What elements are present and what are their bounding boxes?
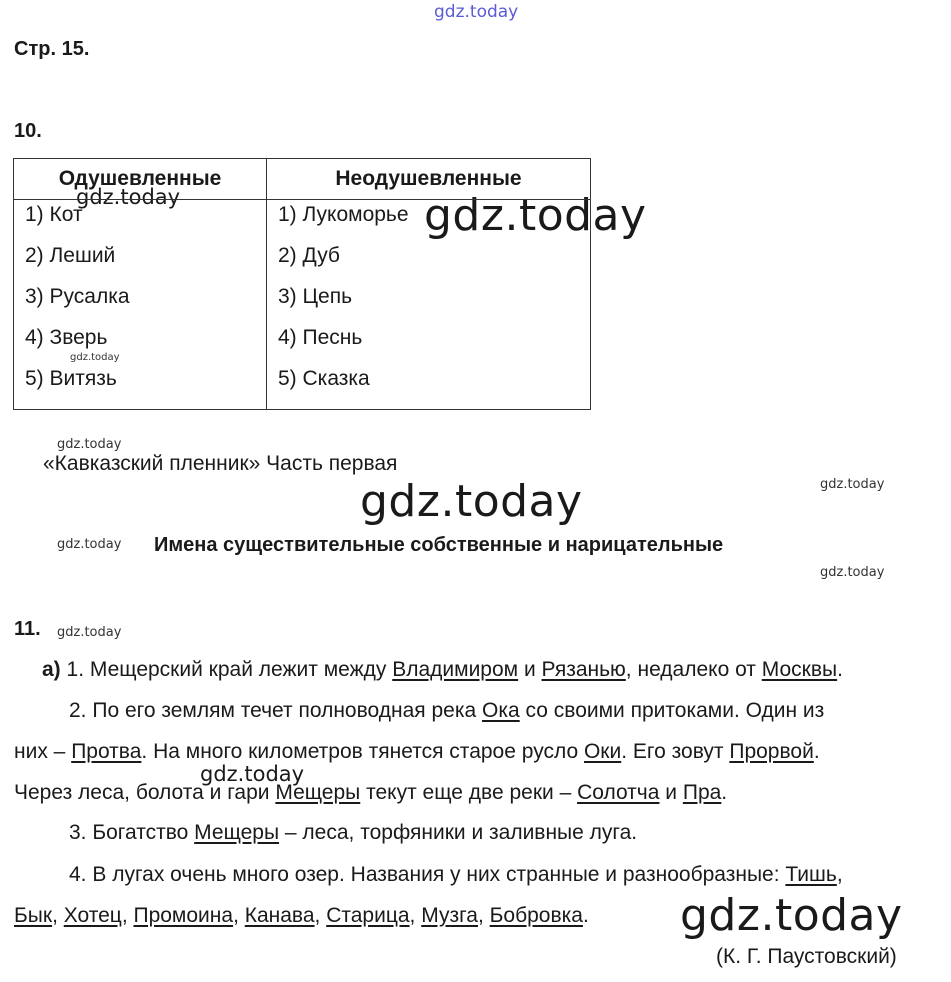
proper-noun: Прорвой <box>729 740 814 763</box>
text: – леса, торфяники и заливные луга. <box>279 821 638 844</box>
proper-noun: Солотча <box>577 781 660 804</box>
text: . <box>837 658 843 681</box>
sentence-3 <box>14 740 820 764</box>
text: . На много километров тянется старое русло <box>141 740 584 763</box>
watermark-top: gdz.today <box>434 2 519 22</box>
text: , <box>121 904 134 927</box>
list-item: 1) Лукоморье <box>278 203 409 226</box>
proper-noun: Мещеры <box>194 821 280 844</box>
sentence-6 <box>69 863 843 887</box>
text: 3. Богатство <box>69 821 195 844</box>
text: . <box>721 781 728 804</box>
author-attribution: (К. Г. Паустовский) <box>716 945 897 968</box>
text: , <box>477 904 490 927</box>
sentence-2 <box>69 699 824 723</box>
sentence-5 <box>69 821 637 845</box>
sentence-1 <box>42 658 843 682</box>
watermark: gdz.today <box>57 625 122 640</box>
list-item: 5) Сказка <box>278 367 370 390</box>
list-item: 5) Витязь <box>25 367 117 390</box>
proper-noun: Владимиром <box>392 658 519 681</box>
proper-noun: Тишь <box>785 863 837 886</box>
text: и <box>518 658 542 681</box>
watermark: gdz.today <box>76 185 181 209</box>
text: 4. В лугах очень много озер. Названия у них странные и разнообразные: <box>69 863 786 886</box>
watermark: gdz.today <box>70 352 120 363</box>
watermark-large: gdz.today <box>360 476 583 527</box>
text: , <box>314 904 327 927</box>
proper-noun: Канава <box>244 904 315 927</box>
watermark: gdz.today <box>57 537 122 552</box>
proper-noun: Москвы <box>761 658 838 681</box>
watermark: gdz.today <box>57 437 122 452</box>
text: 1. Мещерский край лежит между <box>60 658 393 681</box>
text: . Его зовут <box>621 740 730 763</box>
text: Через леса, болота и гари <box>14 781 276 804</box>
animate-inanimate-table <box>13 158 591 410</box>
text: , <box>233 904 245 927</box>
inanimate-column <box>267 200 591 410</box>
list-item: 1) Кот <box>25 203 83 226</box>
header-animate: Одушевленные <box>14 159 267 200</box>
text: . <box>813 740 820 763</box>
list-item: 2) Дуб <box>278 244 340 267</box>
proper-noun: Пра <box>682 781 722 804</box>
text: со своими притоками. Один из <box>519 699 825 722</box>
proper-noun: Бык <box>14 904 53 927</box>
proper-noun: Старица <box>326 904 410 927</box>
exercise-10-number: 10. <box>14 120 42 142</box>
animate-column <box>14 200 267 410</box>
text: 2. По его землям течет полноводная река <box>69 699 483 722</box>
exercise-11-number: 11. <box>14 618 41 640</box>
proper-noun: Бобровка <box>489 904 583 927</box>
text: , <box>52 904 64 927</box>
text: и <box>659 781 683 804</box>
text: , <box>836 863 843 886</box>
part-label: а) <box>42 658 61 681</box>
list-item: 4) Зверь <box>25 326 108 349</box>
proper-noun: Ока <box>482 699 520 722</box>
proper-noun: Промоина <box>133 904 234 927</box>
watermark: gdz.today <box>820 477 885 492</box>
watermark: gdz.today <box>200 762 305 786</box>
proper-noun: Протва <box>71 740 142 763</box>
list-item: 3) Цепь <box>278 285 353 308</box>
list-item: 3) Русалка <box>25 285 130 308</box>
section-title: Имена существительные собственные и нарицательные <box>154 534 724 556</box>
sentence-7 <box>14 904 589 928</box>
watermark-large: gdz.today <box>680 890 903 941</box>
text: , недалеко от <box>625 658 762 681</box>
page-label: Стр. 15. <box>14 38 90 60</box>
text: . <box>582 904 589 927</box>
watermark-large: gdz.today <box>424 190 647 241</box>
text: них – <box>14 740 72 763</box>
list-item: 4) Песнь <box>278 326 363 349</box>
proper-noun: Рязанью <box>541 658 626 681</box>
proper-noun: Музга <box>421 904 478 927</box>
sentence-4 <box>14 781 727 805</box>
list-item: 2) Леший <box>25 244 116 267</box>
watermark: gdz.today <box>820 565 885 580</box>
text: , <box>409 904 422 927</box>
proper-noun: Хотец <box>63 904 122 927</box>
proper-noun: Оки <box>583 740 622 763</box>
header-inanimate: Неодушевленные <box>267 159 591 200</box>
proper-noun: Мещеры <box>275 781 361 804</box>
text: текут еще две реки – <box>360 781 578 804</box>
caption: «Кавказский пленник» Часть первая <box>43 452 398 475</box>
